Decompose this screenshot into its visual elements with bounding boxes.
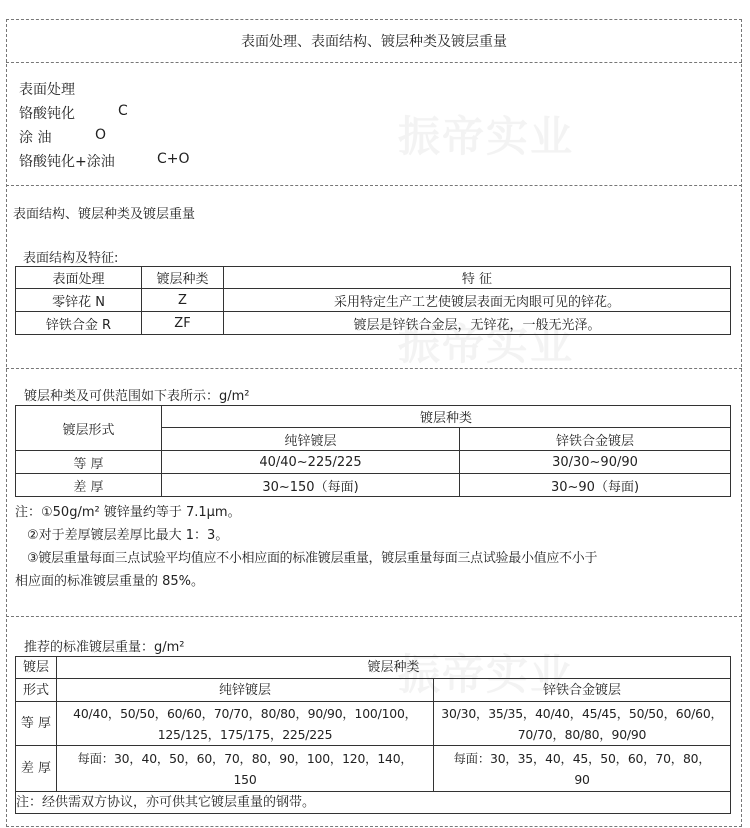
header-cell: 特 征	[224, 267, 731, 289]
treatment-name: 铬酸钝化+涂油	[19, 154, 115, 170]
section-divider	[6, 62, 742, 63]
header-cell: 纯锌镀层	[162, 428, 460, 451]
cell-line: 150	[233, 771, 257, 787]
note-line: ②对于差厚镀层差厚比最大 1：3。	[27, 528, 229, 543]
surface-treatment-heading: 表面处理	[19, 82, 75, 98]
treatment-name: 铬酸钝化	[19, 106, 75, 122]
table-header-row	[16, 679, 731, 702]
page-title: 表面处理、表面结构、镀层种类及镀层重量	[241, 34, 507, 50]
section-divider	[6, 616, 742, 617]
table-cell: 30~150（每面)	[162, 474, 460, 497]
header-cell: 锌铁合金镀层	[434, 679, 731, 702]
structure-heading: 表面结构、镀层种类及镀层重量	[13, 207, 196, 222]
range-heading: 镀层种类及可供范围如下表所示：g/m²	[24, 389, 250, 404]
treatment-name: 涂 油	[19, 130, 52, 146]
table-cell: ZF	[142, 312, 224, 335]
cell-line: 每面：30，35，40，45，50，60，70，80，	[453, 750, 711, 766]
range-table	[15, 405, 731, 497]
table-row	[16, 746, 731, 792]
header-cell: 镀层	[16, 657, 57, 679]
cell-line: 每面：30，40，50，60，70，80，90，100，120，140，	[77, 750, 413, 766]
treatment-code: C	[118, 103, 128, 119]
header-cell: 镀层种类	[162, 406, 731, 428]
table-cell	[434, 702, 731, 746]
header-cell: 纯锌镀层	[57, 679, 434, 702]
table-cell: 差 厚	[16, 746, 57, 792]
note-line: 相应面的标准镀层重量的 85%。	[15, 574, 205, 589]
cell-line: 40/40，50/50，60/60，70/70，80/80，90/90，100/100，	[73, 705, 417, 721]
header-cell: 锌铁合金镀层	[460, 428, 731, 451]
header-cell: 镀层种类	[142, 267, 224, 289]
table-cell: Z	[142, 289, 224, 312]
note-line: 注：①50g/m² 镀锌量约等于 7.1μm。	[15, 505, 241, 520]
note-line: ③镀层重量每面三点试验平均值应不小相应面的标准镀层重量，镀层重量每面三点试验最小值应不小于	[27, 551, 598, 566]
table-cell: 镀层是锌铁合金层，无锌花，一般无光泽。	[224, 312, 731, 335]
table-cell	[434, 746, 731, 792]
section-divider	[6, 185, 742, 186]
table-row	[16, 451, 731, 474]
table-row	[16, 312, 731, 335]
cell-line: 30/30，35/35，40/40，45/45，50/50，60/60，	[441, 705, 723, 721]
table-row	[16, 792, 731, 814]
header-cell: 形式	[16, 679, 57, 702]
table-header-row	[16, 267, 731, 289]
table-header-row	[16, 657, 731, 679]
treatment-code: O	[95, 127, 107, 143]
header-cell: 镀层种类	[57, 657, 731, 679]
recommended-heading: 推荐的标准镀层重量：g/m²	[24, 640, 185, 655]
table-cell: 锌铁合金 R	[16, 312, 142, 335]
table-cell	[57, 746, 434, 792]
cell-line: 90	[574, 771, 590, 787]
cell-line: 70/70，80/80，90/90	[517, 726, 647, 742]
structure-subheading: 表面结构及特征:	[23, 251, 119, 266]
table-cell	[57, 702, 434, 746]
note-cell: 注：经供需双方协议，亦可供其它镀层重量的钢带。	[16, 792, 731, 814]
table-cell: 40/40~225/225	[162, 451, 460, 474]
table-cell: 等 厚	[16, 451, 162, 474]
watermark	[398, 104, 574, 164]
table-header-row	[16, 406, 731, 428]
section-divider	[6, 368, 742, 369]
table-cell: 等 厚	[16, 702, 57, 746]
table-row	[16, 702, 731, 746]
recommended-table	[15, 656, 731, 814]
table-cell: 差 厚	[16, 474, 162, 497]
table-row	[16, 474, 731, 497]
header-cell: 表面处理	[16, 267, 142, 289]
table-cell: 采用特定生产工艺使镀层表面无肉眼可见的锌花。	[224, 289, 731, 312]
treatment-code: C+O	[157, 151, 190, 167]
table-cell: 30~90（每面)	[460, 474, 731, 497]
table-row	[16, 289, 731, 312]
table-cell: 零锌花 N	[16, 289, 142, 312]
header-cell: 镀层形式	[16, 406, 162, 451]
structure-table	[15, 266, 731, 335]
table-cell: 30/30~90/90	[460, 451, 731, 474]
cell-line: 125/125，175/175，225/225	[157, 726, 333, 742]
